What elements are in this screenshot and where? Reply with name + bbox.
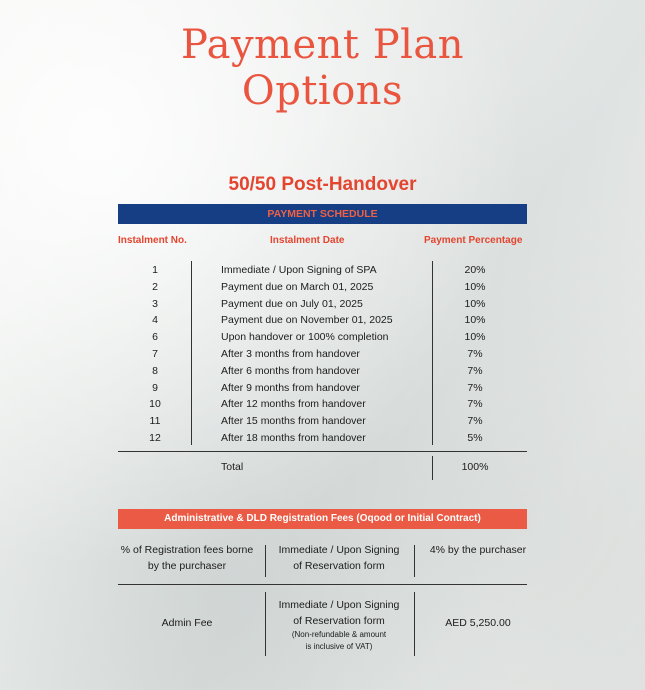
schedule-table [118, 262, 527, 447]
instalment-date: Payment due on November 01, 2025 [221, 314, 393, 327]
instalment-no: 7 [152, 347, 158, 360]
table-row [118, 279, 527, 296]
instalment-no: 3 [152, 297, 158, 310]
plan-subtitle: 50/50 Post-Handover [228, 174, 417, 195]
fees-row1-divider-right [414, 545, 415, 577]
total-label: Total [221, 461, 244, 473]
registration-fee-value: 4% by the purchaser [429, 544, 527, 556]
payment-percentage: 10% [464, 280, 486, 293]
instalment-no: 12 [149, 431, 161, 444]
instalment-date: After 3 months from handover [221, 347, 360, 360]
table-row [118, 363, 527, 380]
table-row [118, 312, 527, 329]
payment-percentage: 7% [467, 347, 483, 360]
payment-percentage: 7% [467, 364, 483, 377]
fees-row2-divider-right [414, 592, 415, 656]
instalment-date: Upon handover or 100% completion [221, 331, 389, 344]
payment-percentage: 10% [464, 331, 486, 344]
table-row [118, 396, 527, 413]
instalment-date: After 6 months from handover [221, 364, 360, 377]
payment-percentage: 10% [464, 297, 486, 310]
fees-header: Administrative & DLD Registration Fees (Oqood or Initial Contract) [118, 509, 527, 529]
instalment-no: 11 [149, 415, 161, 428]
admin-fee-timing: Immediate / Upon Signing of Reservation form (Non-refundable & amount is inclusive of VAT) [266, 597, 412, 653]
instalment-no: 6 [152, 331, 158, 344]
total-divider [118, 451, 527, 452]
instalment-date: After 9 months from handover [221, 381, 360, 394]
admin-fee-note-line-1: (Non-refundable & amount [291, 630, 387, 639]
instalment-date: Payment due on March 01, 2025 [221, 280, 374, 293]
table-row [118, 296, 527, 313]
table-row [118, 430, 527, 447]
instalment-date: After 15 months from handover [221, 415, 366, 428]
instalment-no: 1 [152, 264, 158, 276]
total-column-divider [432, 456, 433, 480]
instalment-no: 10 [149, 398, 161, 411]
admin-fee-value: AED 5,250.00 [445, 617, 511, 629]
column-header-instalment-date: Instalment Date [270, 235, 345, 246]
table-row [118, 262, 527, 279]
column-header-instalment-no: Instalment No. [118, 235, 187, 246]
payment-percentage: 5% [467, 431, 483, 444]
payment-percentage: 10% [464, 314, 486, 327]
admin-fee-note-line-2: is inclusive of VAT) [305, 642, 373, 651]
payment-percentage: 7% [467, 398, 483, 411]
payment-percentage: 20% [464, 264, 486, 276]
table-row [118, 346, 527, 363]
registration-fee-label: % of Registration fees borne by the purchaser [120, 544, 254, 572]
instalment-date: After 12 months from handover [221, 398, 366, 411]
column-header-payment-percentage: Payment Percentage [424, 235, 523, 246]
page-title [0, 22, 645, 114]
instalment-no: 2 [152, 280, 158, 293]
total-value: 100% [461, 461, 489, 473]
title-line-1: Payment Plan [180, 22, 465, 68]
instalment-no: 4 [152, 314, 158, 327]
instalment-no: 8 [152, 364, 158, 377]
instalment-date: Immediate / Upon Signing of SPA [221, 264, 377, 276]
instalment-date: After 18 months from handover [221, 431, 366, 444]
registration-fee-timing: Immediate / Upon Signing of Reservation form [278, 544, 400, 572]
table-row [118, 380, 527, 397]
payment-percentage: 7% [467, 415, 483, 428]
table-row [118, 329, 527, 346]
table-row [118, 413, 527, 430]
instalment-no: 9 [152, 381, 158, 394]
payment-percentage: 7% [467, 381, 483, 394]
admin-fee-label: Admin Fee [161, 617, 213, 629]
instalment-date: Payment due on July 01, 2025 [221, 297, 363, 310]
fees-row-divider [118, 584, 527, 585]
payment-schedule-header: PAYMENT SCHEDULE [118, 204, 527, 224]
title-line-2: Options [241, 68, 404, 114]
